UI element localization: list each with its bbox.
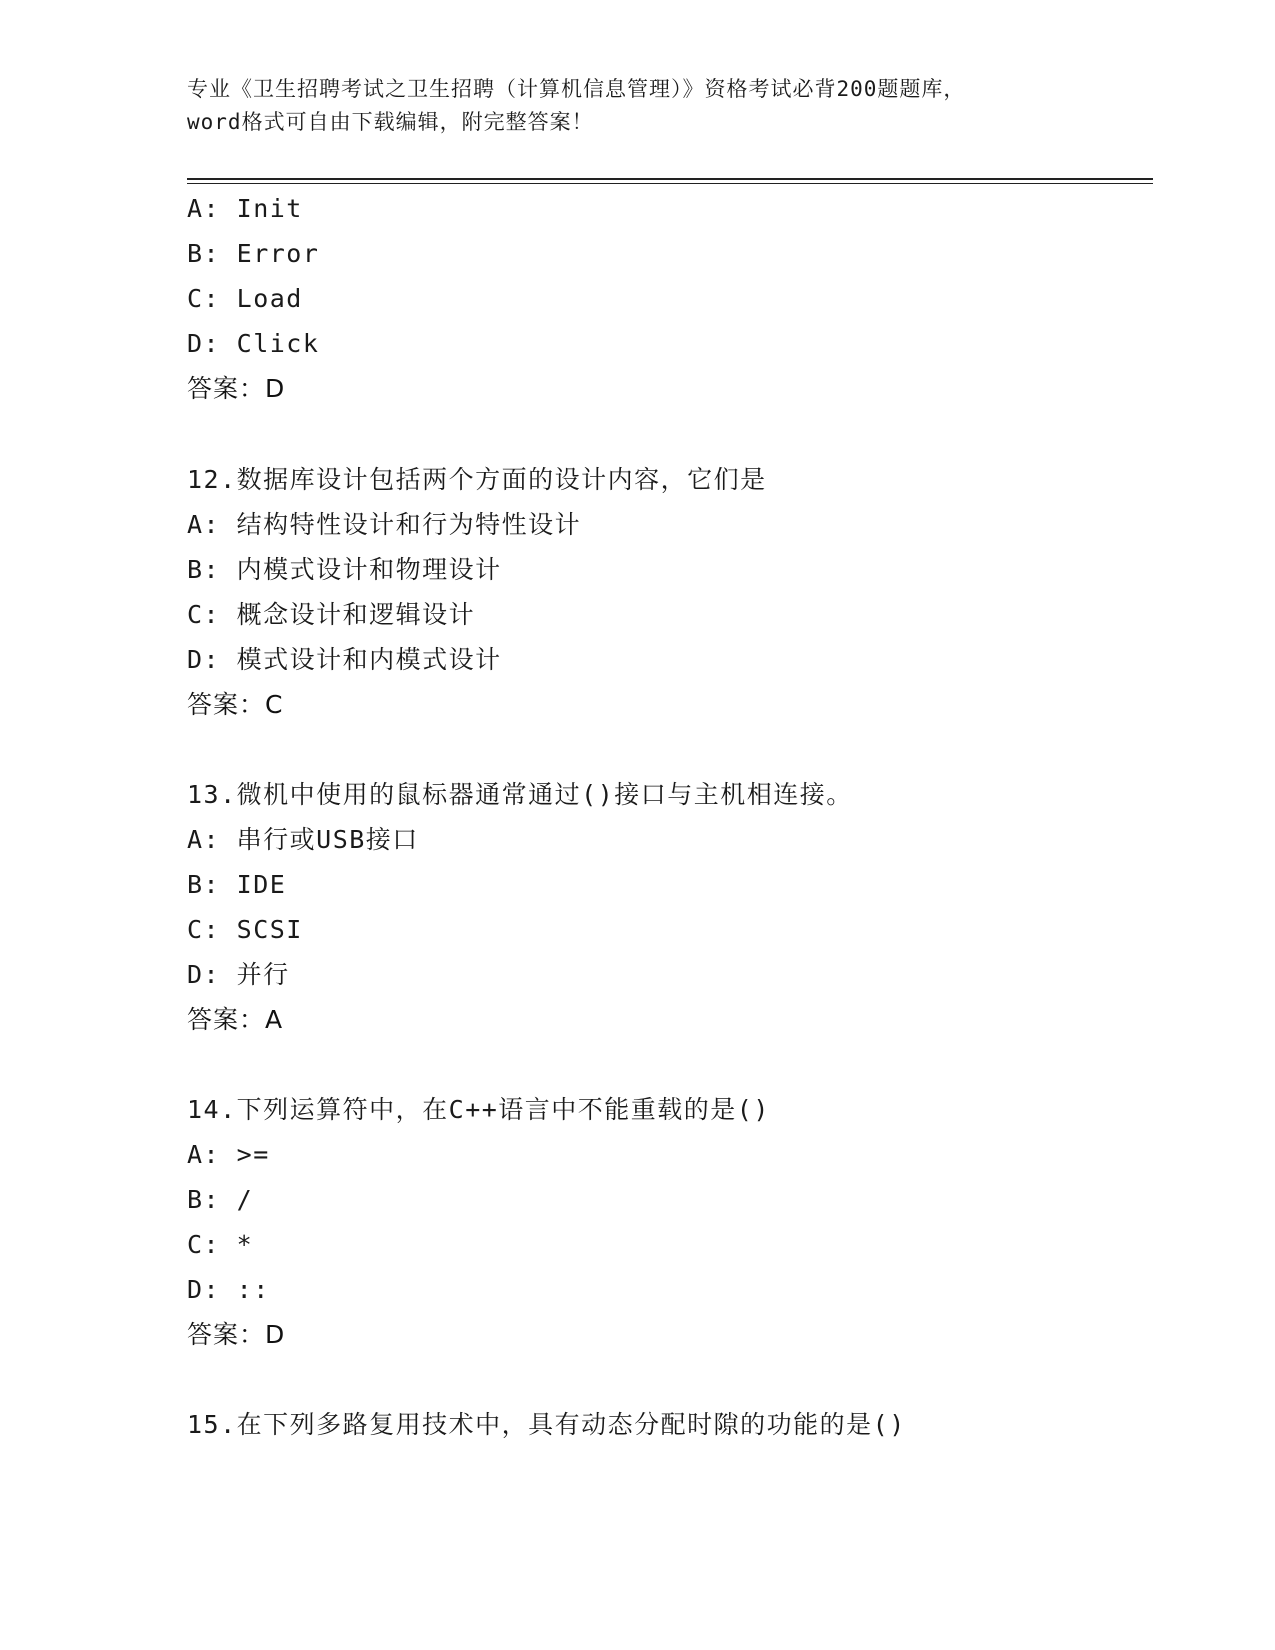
answer-label: 答案：D	[187, 374, 286, 403]
option-c: C: SCSI	[187, 915, 303, 944]
option-c: C: Load	[187, 284, 303, 313]
header-title-line-1: 专业《卫生招聘考试之卫生招聘（计算机信息管理）》资格考试必背200题题库，	[187, 77, 966, 101]
question-text: 12.数据库设计包括两个方面的设计内容，它们是	[187, 465, 767, 494]
header-title-line-2: word格式可自由下载编辑，附完整答案！	[187, 110, 594, 134]
option-b: B: /	[187, 1185, 254, 1214]
document-header	[187, 73, 1087, 139]
option-a: A: 串行或USB接口	[187, 825, 419, 854]
option-b: B: IDE	[187, 870, 287, 899]
option-c: C: *	[187, 1230, 254, 1259]
option-d: D: 模式设计和内模式设计	[187, 645, 502, 674]
option-c: C: 概念设计和逻辑设计	[187, 600, 476, 629]
question-text: 15.在下列多路复用技术中，具有动态分配时隙的功能的是()	[187, 1410, 906, 1439]
answer-label: 答案：A	[187, 1005, 284, 1034]
option-a: A: Init	[187, 194, 303, 223]
header-divider-thin	[187, 183, 1153, 184]
option-d: D: Click	[187, 329, 320, 358]
question-text: 14.下列运算符中，在C++语言中不能重载的是()	[187, 1095, 770, 1124]
question-text: 13.微机中使用的鼠标器通常通过()接口与主机相连接。	[187, 780, 853, 809]
option-b: B: Error	[187, 239, 320, 268]
option-d: D: 并行	[187, 960, 290, 989]
option-b: B: 内模式设计和物理设计	[187, 555, 502, 584]
option-a: A: >=	[187, 1140, 270, 1169]
header-divider-thick	[187, 178, 1153, 180]
option-d: D: ::	[187, 1275, 270, 1304]
answer-label: 答案：C	[187, 690, 284, 719]
option-a: A: 结构特性设计和行为特性设计	[187, 510, 582, 539]
answer-label: 答案：D	[187, 1320, 286, 1349]
